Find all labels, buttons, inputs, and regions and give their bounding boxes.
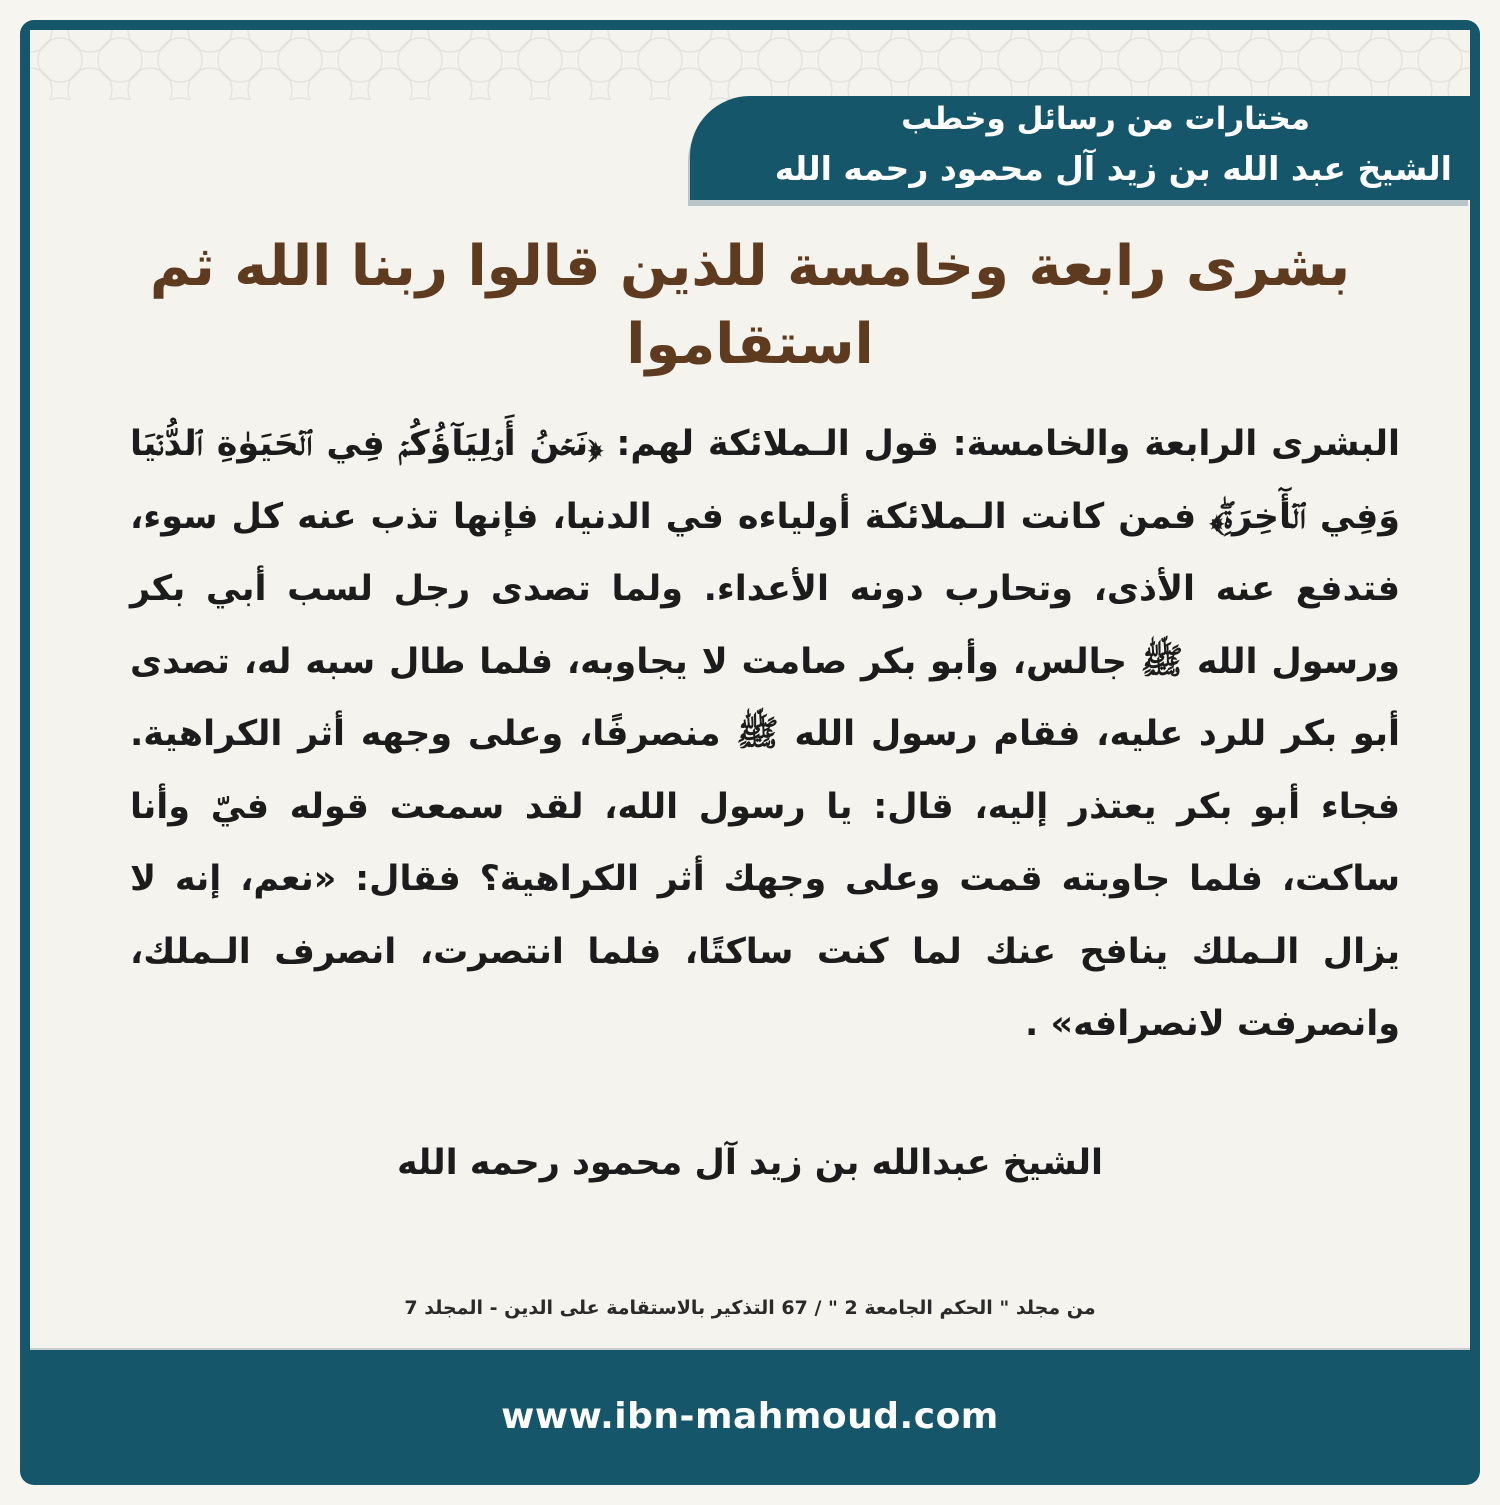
decorative-pattern (30, 30, 1470, 100)
content-panel (30, 30, 1470, 1350)
footer-website-link[interactable]: www.ibn-mahmoud.com (501, 1396, 999, 1437)
page-title: بشرى رابعة وخامسة للذين قالوا ربنا الله ثم استقاموا (149, 234, 1351, 377)
source-reference: من مجلد " الحكم الجامعة 2 " / 67 التذكير بالاستقامة على الدين - المجلد 7 (404, 1297, 1096, 1319)
outer-frame (20, 20, 1480, 1485)
header-author: الشيخ عبد الله بن زيد آل محمود رحمه الله (774, 149, 1452, 188)
author-signature: الشيخ عبدالله بن زيد آل محمود رحمه الله (396, 1143, 1104, 1183)
divider (30, 1348, 1470, 1350)
header-subtitle: مختارات من رسائل وخطب (901, 101, 1310, 137)
article-body: البشرى الرابعة والخامسة: قول الـملائكة لهم: ﴿نَحۡنُ أَوۡلِيَآؤُكُمۡ فِي ٱلۡحَيَوٰةِ ٱلدُّنۡيَا وَفِي ٱلۡأٓخِرَةِۖ﴾ فمن كانت الـملائكة أولياءه في الدنيا، فإنها تذب عنه كل سوء، فتدفع عنه الأذى، وتحارب دونه الأعداء. ولما تصدى رجل لسب أبي بكر ورسول الله ﷺ جالس، وأبو بكر صامت لا يجاوبه، فلما طال سبه له، تصدى أبو بكر للرد عليه، فقام رسول الله ﷺ منصرفًا، وعلى وجهه أثر الكراهية. فجاء أبو بكر يعتذر إليه، قال: يا رسول الله، لقد سمعت قوله فيّ وأنا ساكت، فلما جاوبته قمت وعلى وجهك أثر الكراهية؟ فقال: «نعم، إنه لا يزال الـملك ينافح عنك لما كنت ساكتًا، فلما انتصرت، انصرف الـملك، وانصرفت لانصرافه» . (130, 424, 1400, 1044)
